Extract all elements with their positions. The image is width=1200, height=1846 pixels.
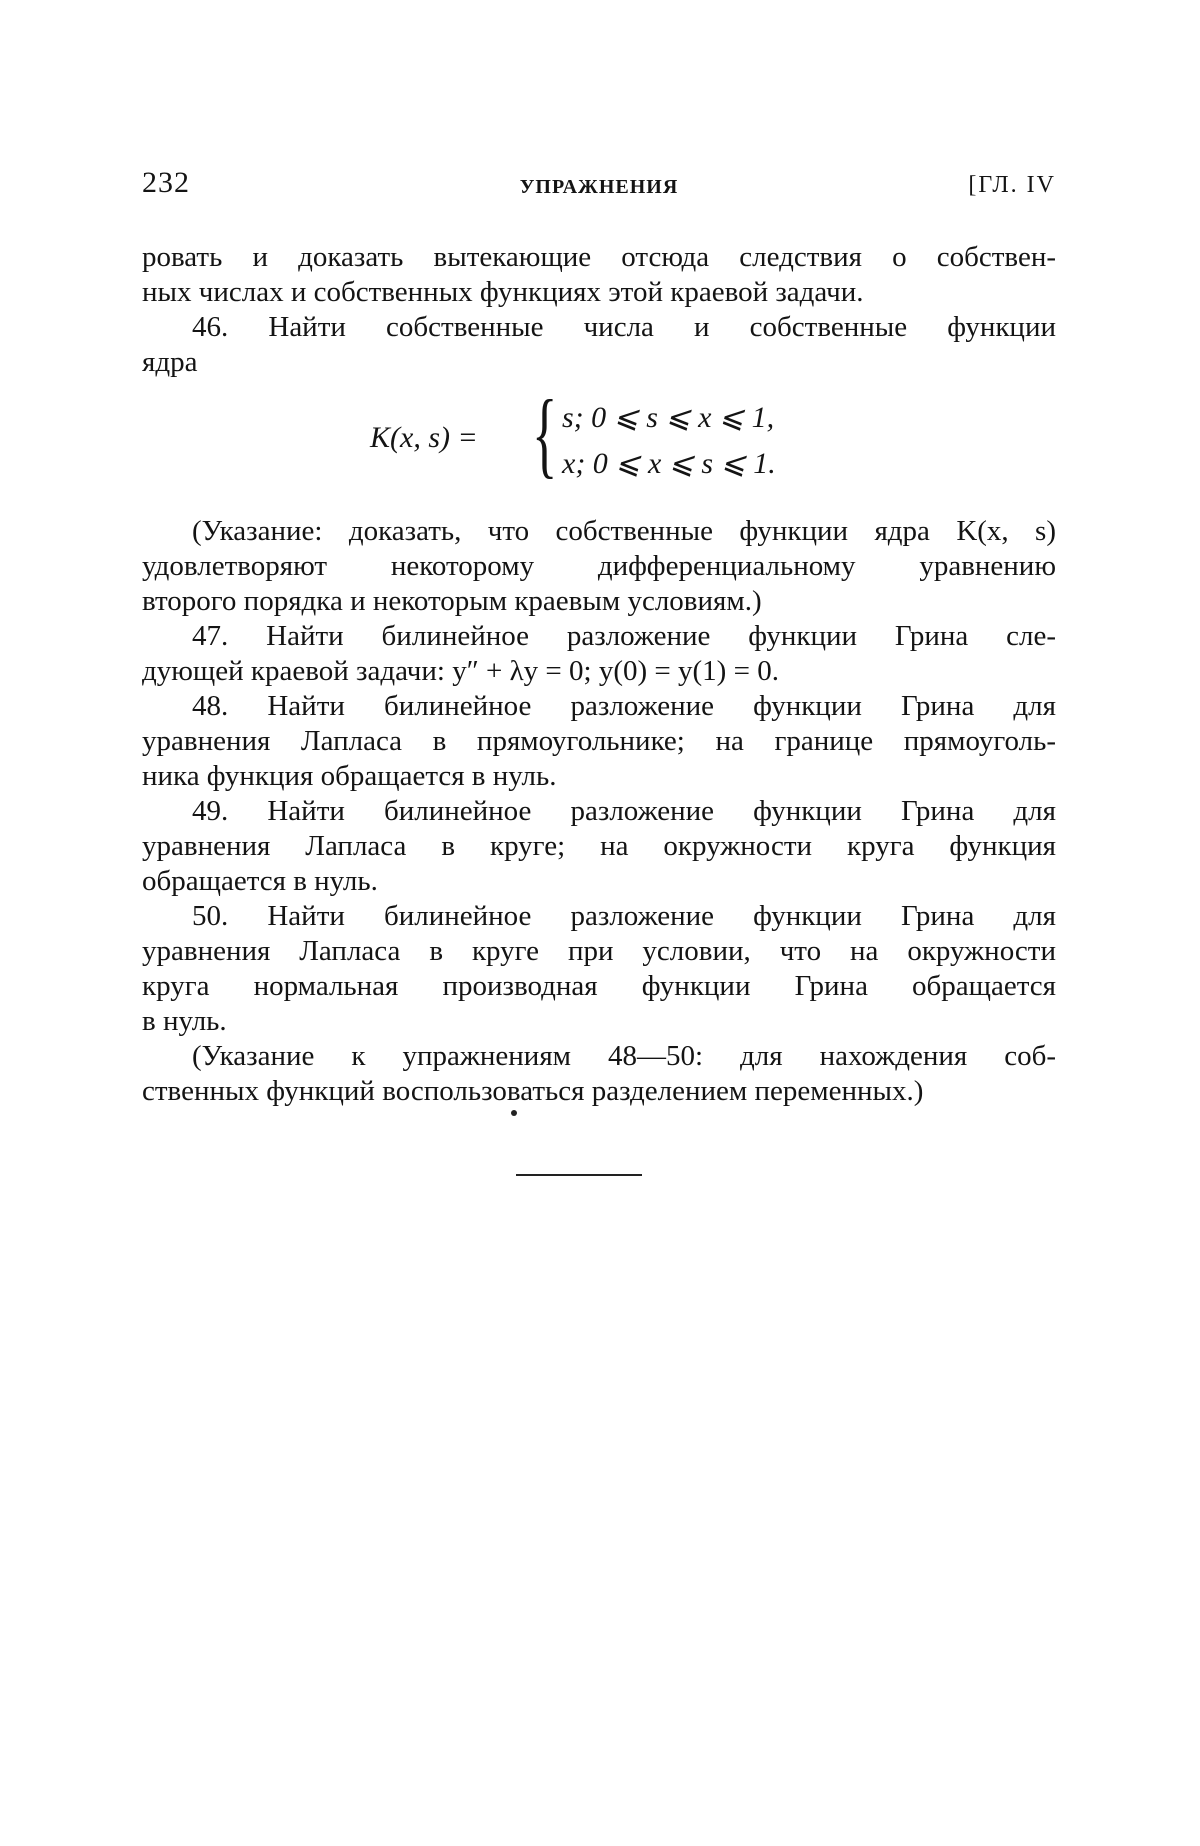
left-brace: { bbox=[532, 380, 558, 487]
exercise-50 bbox=[142, 899, 1056, 1039]
text-line: в нуль. bbox=[142, 1005, 227, 1037]
page-header bbox=[142, 166, 1056, 206]
exercise-46-hint: (Указание: доказать, что собственные функции ядра K(x, s) bbox=[192, 515, 1056, 547]
formula-case-1: s; 0 ⩽ s ⩽ x ⩽ 1, bbox=[562, 401, 775, 434]
print-dot bbox=[511, 1110, 517, 1116]
page-body bbox=[142, 240, 1056, 1109]
chapter-reference: [ГЛ. IV bbox=[968, 172, 1056, 198]
kernel-formula bbox=[142, 380, 1056, 494]
exercise-47 bbox=[142, 619, 1056, 689]
exercise-49 bbox=[142, 794, 1056, 899]
end-of-chapter-rule bbox=[516, 1174, 642, 1176]
text-line: уравнения Лапласа в круге; на окружности круга функция bbox=[142, 830, 1056, 862]
exercise-46-statement: 46. Найти собственные числа и собственные функции bbox=[192, 311, 1056, 343]
text-line: обращается в нуль. bbox=[142, 865, 378, 897]
running-title: УПРАЖНЕНИЯ bbox=[519, 176, 679, 198]
text-line: круга нормальная производная функции Грина обращается bbox=[142, 970, 1056, 1002]
text-line: уравнения Лапласа в круге при условии, что на окружности bbox=[142, 935, 1056, 967]
exercise-50-statement: 50. Найти билинейное разложение функции Грина для bbox=[192, 900, 1056, 932]
text-line: дующей краевой задачи: y″ + λy = 0; y(0) = y(1) = 0. bbox=[142, 655, 779, 687]
exercise-48 bbox=[142, 689, 1056, 794]
formula-case-2: x; 0 ⩽ x ⩽ s ⩽ 1. bbox=[562, 447, 776, 480]
formula-lhs: K(x, s) = bbox=[370, 421, 478, 454]
text-line: ника функция обращается в нуль. bbox=[142, 760, 557, 792]
page-number: 232 bbox=[142, 166, 190, 199]
continuation-paragraph bbox=[142, 240, 1056, 310]
text-line: ядра bbox=[142, 346, 198, 378]
text-line: второго порядка и некоторым краевым условиям.) bbox=[142, 585, 762, 617]
text-line: ровать и доказать вытекающие отсюда следствия о собствен- bbox=[142, 241, 1056, 273]
hint-statement: (Указание к упражнениям 48—50: для нахождения соб- bbox=[192, 1040, 1056, 1072]
hint-exercises-48-50 bbox=[142, 1039, 1056, 1109]
text-line: уравнения Лапласа в прямоугольнике; на границе прямоуголь- bbox=[142, 725, 1056, 757]
text-line: ных числах и собственных функциях этой краевой задачи. bbox=[142, 276, 864, 308]
text-line: удовлетворяют некоторому дифференциальному уравнению bbox=[142, 550, 1056, 582]
exercise-47-statement: 47. Найти билинейное разложение функции Грина сле- bbox=[192, 620, 1056, 652]
exercise-48-statement: 48. Найти билинейное разложение функции Грина для bbox=[192, 690, 1056, 722]
exercise-46 bbox=[142, 310, 1056, 619]
exercise-49-statement: 49. Найти билинейное разложение функции Грина для bbox=[192, 795, 1056, 827]
text-line: ственных функций воспользоваться разделением переменных.) bbox=[142, 1075, 924, 1107]
